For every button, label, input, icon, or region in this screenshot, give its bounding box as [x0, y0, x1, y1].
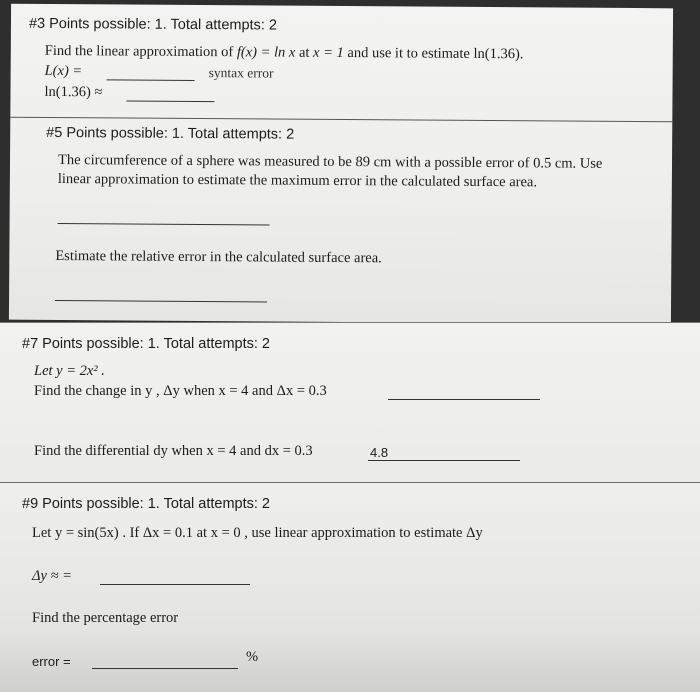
worksheet-page-1 [9, 4, 673, 325]
q9-error-label: error = [32, 654, 71, 669]
q7-let-line: Let y = 2x² . [34, 363, 105, 379]
q3-estimate-input[interactable] [126, 101, 214, 103]
q3-prompt-b: at [298, 44, 310, 61]
q7-change-input[interactable] [388, 399, 540, 400]
q5-max-error-input[interactable] [58, 223, 270, 225]
q3-linearization-input[interactable] [107, 79, 195, 81]
section-divider [10, 117, 672, 123]
q9-let-line: Let y = sin(5x) . If Δx = 0.1 at x = 0 , use linear approximation to estimate Δy [32, 525, 483, 541]
q5-header: #5 Points possible: 1. Total attempts: 2 [46, 124, 295, 143]
q3-prompt-c: and use it to estimate [347, 45, 470, 62]
q3-estimate-label: ln(1.36) ≈ [44, 83, 103, 101]
q9-approx-label: Δy ≈ = [32, 568, 72, 584]
q9-percentage-prompt: Find the percentage error [32, 610, 179, 626]
q3-point: x = 1 [313, 44, 344, 62]
q9-percent-sign: % [246, 649, 259, 665]
q3-linearization-label: L(x) = [44, 62, 83, 80]
q7-header: #7 Points possible: 1. Total attempts: 2 [22, 336, 270, 352]
q9-header: #9 Points possible: 1. Total attempts: 2 [22, 496, 270, 512]
q5-prompt-line1: The circumference of a sphere was measured to be 89 cm with a possible error of 0.5 cm. Use [57, 152, 603, 172]
q7-differential-answer: 4.8 [370, 445, 389, 460]
worksheet-page-2 [0, 322, 700, 482]
q7-change-prompt: Find the change in y , Δy when x = 4 and Δx = 0.3 [34, 383, 327, 399]
q7-differential-input[interactable] [368, 460, 520, 461]
q5-prompt-line2: linear approximation to estimate the maximum error in the calculated surface area. [57, 171, 538, 191]
page-edge [0, 482, 700, 483]
page-edge [0, 322, 700, 323]
worksheet-page-3 [0, 482, 700, 692]
q3-prompt-a: Find the linear approximation of [44, 42, 234, 61]
q3-estimate-value: ln(1.36) [473, 45, 520, 63]
q3-feedback-text: syntax error [208, 65, 274, 81]
q5-relative-error-input[interactable] [55, 300, 267, 302]
q3-prompt [45, 42, 524, 64]
q9-approx-input[interactable] [100, 584, 250, 585]
q3-header: #3 Points possible: 1. Total attempts: 2 [28, 15, 278, 34]
q5-relative-error-prompt: Estimate the relative error in the calculated surface area. [55, 248, 382, 267]
q9-error-input[interactable] [92, 668, 238, 669]
q3-prompt-d: . [519, 46, 524, 63]
q3-function: f(x) = ln x [236, 44, 296, 61]
q7-differential-prompt: Find the differential dy when x = 4 and dx = 0.3 [34, 443, 313, 459]
